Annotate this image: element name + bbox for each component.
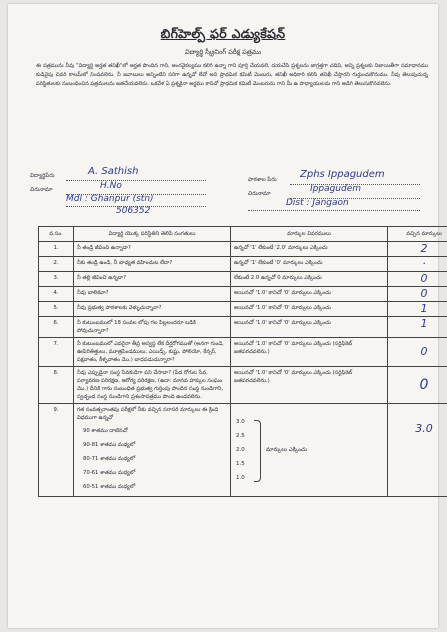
row-mark: 0 (388, 338, 447, 367)
row-question (74, 404, 231, 497)
table-row (39, 242, 447, 257)
header-marks-rule: మార్కుల వివరములు (231, 227, 388, 242)
row-number: 1. (39, 242, 74, 257)
table-row (39, 257, 447, 272)
address-label: చిరునామా (30, 187, 53, 193)
percent-range: 70-61 శాతము మధ్యలో (83, 470, 136, 476)
scale-value: 1.0 (236, 475, 245, 481)
header-serial: వ.సం. (39, 227, 74, 242)
row-number: 7. (39, 338, 74, 367)
row-question: నీవు ప్రభుత్వ పాఠశాలకు వెళ్ళుచున్నావా? (74, 302, 231, 317)
row-question: నీ కుటుంబములో 18 సంవల లోపు గల పిల్లలందరూ బడికి పోవుచున్నారా? (74, 317, 231, 338)
row-rule: ఉన్నచో '1' లేకుంటే '2.0' మార్కులు ఎక్కించు (231, 242, 388, 257)
row-number: 5. (39, 302, 74, 317)
marks-scale (234, 418, 384, 490)
row-mark: 2 (388, 242, 447, 257)
row-question: నీకు తండ్రి ఉండి, నీ బాధ్యత వహించుట లేదా? (74, 257, 231, 272)
table-row (39, 367, 447, 404)
row-question: నీ తల్లి జీవించి ఉన్నదా? (74, 272, 231, 287)
school-address-label: చిరునామా (248, 191, 271, 197)
row-question-text: గత సంవత్సరాంతపు పరీక్షలో నీకు వచ్చిన సరాసరి మార్కులు ఈ క్రింది విధముగా ఉన్నచో (77, 407, 219, 421)
row-mark: 0 (388, 272, 447, 287)
school-address-value-1: Ippagudem (310, 184, 362, 194)
row-question: నీవు ఎప్పుడైనా సంస్థ సేవకుడిగా పని చేసావా? (పేద రోగుల సేవ, పర్యావరణ పరిరక్షణ, ఆరోగ్య పరిరక్షణ, (ఉదా: మానవ హక్కుల సంఘం మొ.) దీనికి గాను సంబంధిత ప్రభుత్వ గుర్తింపు పొందిన సంస్థ నుండిగాని, స్వచ్ఛంద సంస్థ నుండిగాని ప్రశంసాపత్రము పొంది ఉండవలెను. (74, 367, 231, 404)
row-rule: అయినచో '1.0' కానిచో '0' మార్కులు ఎక్కించు (సర్టిఫికెట్ జతపరచవలెను.) (231, 367, 388, 404)
percent-range: 80-71 శాతము మధ్యలో (83, 456, 136, 462)
school-address-line-2 (248, 210, 420, 211)
school-address-value-2: Dist : Jangaon (286, 198, 349, 208)
row-rule: ఉన్నచో '1' లేకుంటే '0' మార్కులు ఎక్కించు (231, 257, 388, 272)
row-question: నీ తండ్రి జీవించి ఉన్నాడా? (74, 242, 231, 257)
student-name-line (66, 180, 206, 181)
table-row (39, 302, 447, 317)
student-name-value: A. Sathish (88, 166, 139, 177)
school-name-label: పాఠశాల పేరు (248, 177, 277, 183)
row-mark: · (388, 257, 447, 272)
header-marks-obtained: వచ్చిన మార్కులు (388, 227, 447, 242)
row-rule (231, 404, 388, 497)
address-value-1: H.No (100, 181, 122, 191)
row-rule: అయినచో '1.0' కానిచో '0' మార్కులు ఎక్కించు (231, 287, 388, 302)
row-number: 3. (39, 272, 74, 287)
percent-ranges (83, 424, 227, 494)
percent-range: 90-81 శాతము మధ్యలో (83, 442, 136, 448)
table-row (39, 338, 447, 367)
row-number: 8. (39, 367, 74, 404)
scale-value: 2.0 (236, 447, 245, 453)
row-number: 2. (39, 257, 74, 272)
address-value-3: 506352 (116, 206, 151, 216)
row-number: 4. (39, 287, 74, 302)
row-rule: అయినచో '1.0' కానిచో '0' మార్కులు ఎక్కించు (231, 302, 388, 317)
row-mark: 1 (388, 317, 447, 338)
table-row (39, 404, 447, 497)
header-question: విద్యార్థి యొక్క పరిస్థితిని తెలిపే సంగతులు (74, 227, 231, 242)
form-subtitle: విద్యార్థి స్క్రీనింగ్ పరీక్ష పత్రము (185, 48, 261, 56)
brace-icon (254, 420, 261, 482)
table-row (39, 272, 447, 287)
row-mark: 0 (388, 287, 447, 302)
table-row (39, 317, 447, 338)
row-mark: 0 (388, 367, 447, 404)
intro-paragraph: ఈ పత్రమును నీవు "విద్యార్థి అర్హత తనిఖీ"లో అర్హత పొందిన గాని, అంగవైకల్యము కలిగి ఉన్నా గాని పూర్తి చేయవలె, దయచేసి ప్రశ్నలను జాగ్రత్తగా చదివి, అన్ని ప్రశ్నలకు నిజాయితీగా సమాధానము కుడివైపు చివరి కాలమ్‌లో నింపవలెను. నీ జవాబులు అన్నింటిని సరిగా ఉన్నవో లేవో అని ప్రాథమిక కమిటీ మెంబరు, తనిఖీ అధికారి కలిసి తనిఖీ చేస్తారని గుర్తుంచుకొనుము. నీవు తెలుపుచున్న పరిస్థితులకు సంబంధించిన పత్రములను జతచేయవలెను. ఒకవేళ ఏ ప్రశ్నకైనా అర్థము కానిచో ప్రాథమిక కమిటీ మెంబరును గాని మీ ఉ పాధ్యాయులను గాని అడిగి తెలుసుకొనవలెను. (36, 63, 428, 87)
percent-range: 90 శాతము దాటినచో (83, 428, 128, 434)
row-question: నీవు బాలికవా? (74, 287, 231, 302)
row-mark: 3.0 (388, 404, 447, 497)
student-name-label: విద్యార్థిపేరు (30, 173, 55, 179)
school-name-value: Zphs Ippagudem (300, 169, 385, 180)
scale-value: 1.5 (236, 461, 245, 467)
row-mark: 1 (388, 302, 447, 317)
form-title: బిగ్‌హెల్ప్ ఫర్ ఎడ్యుకేషన్ (160, 26, 286, 41)
row-number: 9. (39, 404, 74, 497)
address-value-2: Mdl : Ghanpur (stn) (66, 194, 154, 204)
screening-table (38, 226, 447, 497)
scale-value: 3.0 (236, 419, 245, 425)
table-row (39, 287, 447, 302)
scale-instruction: మార్కులు ఎక్కించు (266, 447, 307, 453)
scale-value: 2.5 (236, 433, 245, 439)
row-number: 6. (39, 317, 74, 338)
form-page (8, 4, 442, 628)
table-header-row (39, 227, 447, 242)
percent-range: 60-51 శాతము మధ్యలో (83, 484, 136, 490)
row-rule: అయినచో '1.0' కానిచో '0' మార్కులు ఎక్కించు (231, 317, 388, 338)
row-rule: లేకుంటే 2.0 ఉన్నచో 0 మార్కులు ఎక్కించు (231, 272, 388, 287)
row-question: నీ కుటుంబములో ఎవరైనా తీవ్ర అస్వస్థ లేక దీర్ఘరోగముతో (అనగా గుండె, ఊపిరితిత్తులు, మూత్రపిండములు, ఎయిడ్స్, కుష్టు, పోలియో, కేన్సర్, పక్షవాతం, కీళ్ళవాతం మొ.) బాధపడుచున్నారా? (74, 338, 231, 367)
row-rule: అయినచో '1.0' కానిచో '0' మార్కులు ఎక్కించు (సర్టిఫికెట్ జతపరచవలెను.) (231, 338, 388, 367)
